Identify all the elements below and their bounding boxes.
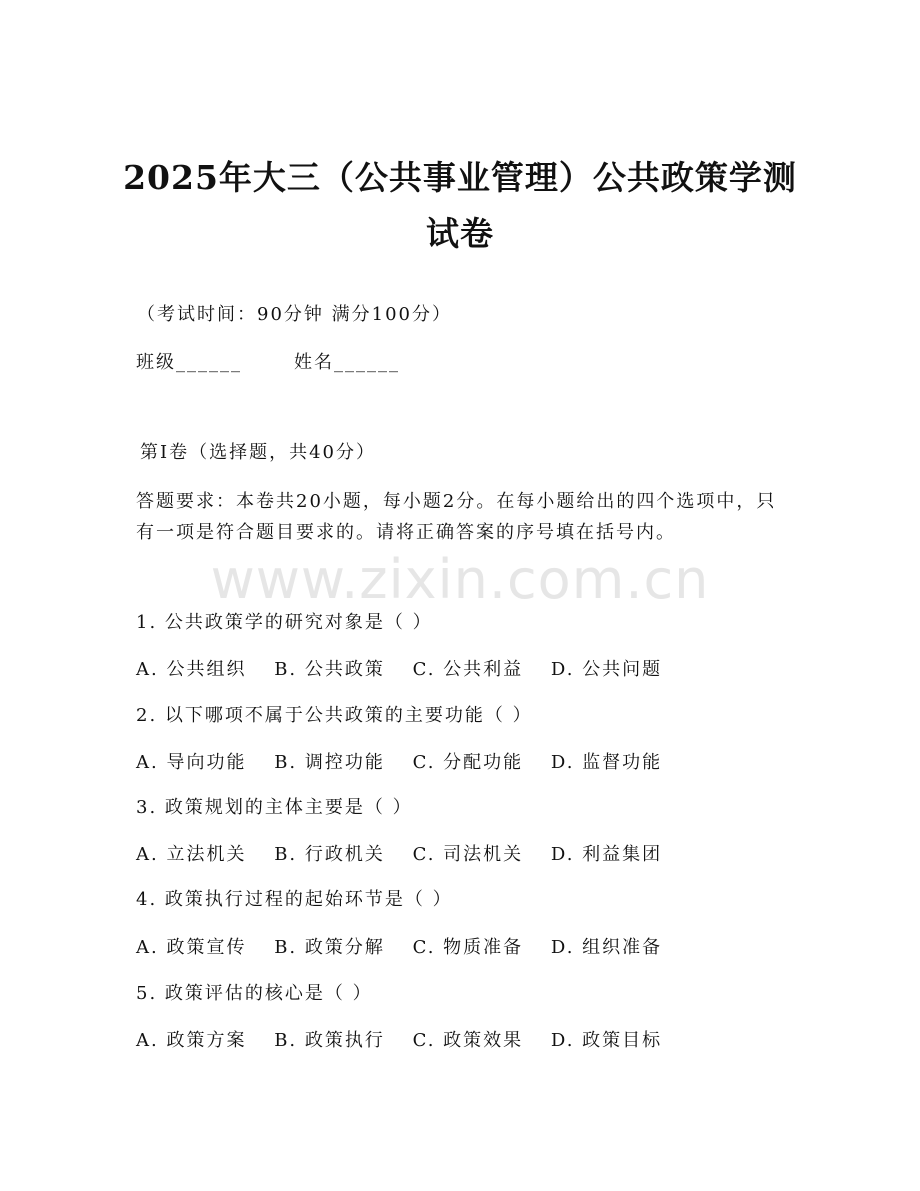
- document-title: 2025年大三（公共事业管理）公共政策学测试卷: [123, 158, 797, 253]
- option-b: B. 政策执行: [274, 1030, 385, 1051]
- question-options: [136, 935, 662, 961]
- question-options: [136, 657, 662, 683]
- class-field: 班级______: [136, 352, 242, 373]
- option-d: D. 组织准备: [550, 937, 663, 958]
- option-a: A. 导向功能: [136, 752, 247, 773]
- name-field: 姓名______: [294, 352, 400, 373]
- option-a: A. 政策宣传: [136, 937, 247, 958]
- option-c: C. 分配功能: [412, 752, 524, 773]
- question-stem: 1. 公共政策学的研究对象是（ ）: [136, 612, 433, 633]
- option-b: B. 调控功能: [274, 752, 385, 773]
- option-d: D. 政策目标: [550, 1030, 663, 1051]
- option-c: C. 公共利益: [412, 659, 524, 680]
- option-b: B. 行政机关: [274, 844, 385, 865]
- option-a: A. 立法机关: [136, 844, 247, 865]
- question-stem: 4. 政策执行过程的起始环节是（ ）: [136, 889, 453, 910]
- question-stem: 3. 政策规划的主体主要是（ ）: [136, 797, 413, 818]
- option-a: A. 政策方案: [136, 1030, 247, 1051]
- option-c: C. 物质准备: [412, 937, 524, 958]
- question-stem: 5. 政策评估的核心是（ ）: [136, 983, 373, 1004]
- exam-info: （考试时间：90分钟 满分100分）: [137, 304, 452, 325]
- option-c: C. 司法机关: [412, 844, 524, 865]
- question-options: [136, 1028, 662, 1054]
- option-a: A. 公共组织: [136, 659, 247, 680]
- class-name-row: [136, 350, 400, 376]
- option-d: D. 监督功能: [550, 752, 663, 773]
- option-b: B. 公共政策: [274, 659, 385, 680]
- instructions: 答题要求：本卷共20小题，每小题2分。在每小题给出的四个选项中，只有一项是符合题目要求的。请将正确答案的序号填在括号内。: [136, 491, 777, 543]
- watermark: www.zixin.com.cn: [210, 548, 710, 611]
- option-b: B. 政策分解: [274, 937, 385, 958]
- question-options: [136, 842, 662, 868]
- option-d: D. 公共问题: [550, 659, 663, 680]
- option-d: D. 利益集团: [550, 844, 663, 865]
- question-options: [136, 750, 662, 776]
- option-c: C. 政策效果: [412, 1030, 524, 1051]
- section-heading: 第I卷（选择题，共40分）: [140, 442, 377, 463]
- question-stem: 2. 以下哪项不属于公共政策的主要功能（ ）: [136, 705, 533, 726]
